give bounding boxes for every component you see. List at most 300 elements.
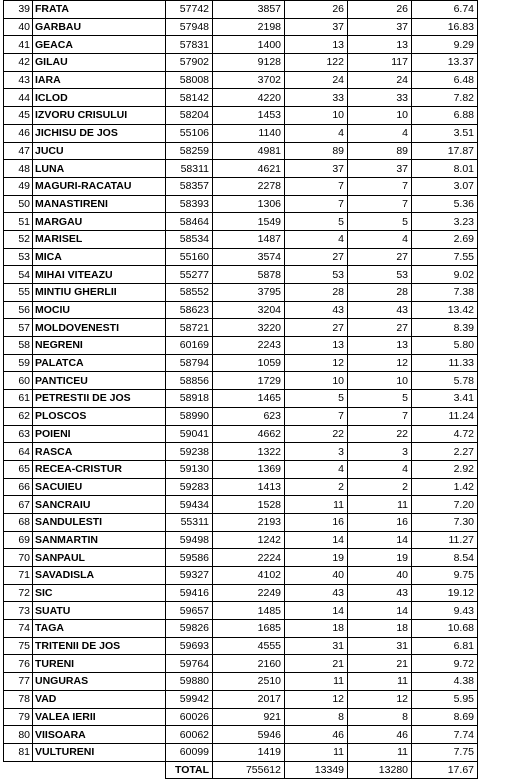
locality-name: MAGURI-RACATAU [33, 177, 166, 195]
rate: 16.83 [412, 18, 478, 36]
row-index: 65 [4, 460, 33, 478]
siruta-code: 58856 [166, 372, 213, 390]
count-b: 4 [348, 124, 412, 142]
locality-name: UNGURAS [33, 673, 166, 691]
rate: 2.92 [412, 460, 478, 478]
table-row [4, 36, 478, 54]
locality-name: VULTURENI [33, 743, 166, 761]
table-row [4, 567, 478, 585]
row-index: 60 [4, 372, 33, 390]
row-index: 73 [4, 602, 33, 620]
table-row [4, 407, 478, 425]
count-a: 5 [285, 213, 348, 231]
rate: 6.81 [412, 637, 478, 655]
siruta-code: 59130 [166, 460, 213, 478]
siruta-code: 58204 [166, 107, 213, 125]
count-b: 7 [348, 195, 412, 213]
siruta-code: 60169 [166, 337, 213, 355]
row-index: 56 [4, 301, 33, 319]
row-index: 63 [4, 425, 33, 443]
count-a: 11 [285, 673, 348, 691]
population: 2278 [213, 177, 285, 195]
locality-name: JUCU [33, 142, 166, 160]
locality-name: RASCA [33, 443, 166, 461]
table-row [4, 124, 478, 142]
count-a: 4 [285, 230, 348, 248]
siruta-code: 58918 [166, 390, 213, 408]
locality-name: SANCRAIU [33, 496, 166, 514]
table-row [4, 443, 478, 461]
table-row [4, 301, 478, 319]
count-b: 5 [348, 213, 412, 231]
count-a: 31 [285, 637, 348, 655]
siruta-code: 59693 [166, 637, 213, 655]
table-row [4, 319, 478, 337]
population: 1685 [213, 620, 285, 638]
count-a: 43 [285, 301, 348, 319]
total-row [4, 761, 478, 778]
count-a: 26 [285, 1, 348, 19]
count-a: 27 [285, 319, 348, 337]
siruta-code: 58464 [166, 213, 213, 231]
table-row [4, 1, 478, 19]
rate: 7.75 [412, 743, 478, 761]
table-row [4, 284, 478, 302]
count-a: 14 [285, 602, 348, 620]
siruta-code: 59416 [166, 584, 213, 602]
locality-name: SANPAUL [33, 549, 166, 567]
count-b: 7 [348, 407, 412, 425]
row-index: 79 [4, 708, 33, 726]
siruta-code: 59764 [166, 655, 213, 673]
table-row [4, 513, 478, 531]
locality-name: GEACA [33, 36, 166, 54]
locality-name: VALEA IERII [33, 708, 166, 726]
row-index: 53 [4, 248, 33, 266]
population: 4981 [213, 142, 285, 160]
row-index: 50 [4, 195, 33, 213]
table-row [4, 673, 478, 691]
row-index: 51 [4, 213, 33, 231]
count-a: 4 [285, 124, 348, 142]
locality-name: NEGRENI [33, 337, 166, 355]
siruta-code: 60062 [166, 726, 213, 744]
rate: 8.54 [412, 549, 478, 567]
population: 921 [213, 708, 285, 726]
count-b: 7 [348, 177, 412, 195]
population: 3702 [213, 71, 285, 89]
total-col4: 13349 [285, 761, 348, 778]
count-b: 11 [348, 743, 412, 761]
population: 1059 [213, 354, 285, 372]
locality-name: TAGA [33, 620, 166, 638]
population: 2160 [213, 655, 285, 673]
table-row [4, 690, 478, 708]
population: 1549 [213, 213, 285, 231]
locality-name: MOCIU [33, 301, 166, 319]
row-index: 43 [4, 71, 33, 89]
locality-name: ICLOD [33, 89, 166, 107]
rate: 3.41 [412, 390, 478, 408]
rate: 2.27 [412, 443, 478, 461]
siruta-code: 58142 [166, 89, 213, 107]
rate: 11.33 [412, 354, 478, 372]
row-index: 58 [4, 337, 33, 355]
locality-name: MANASTIRENI [33, 195, 166, 213]
row-index: 77 [4, 673, 33, 691]
count-a: 2 [285, 478, 348, 496]
count-a: 53 [285, 266, 348, 284]
siruta-code: 57902 [166, 54, 213, 72]
count-b: 11 [348, 496, 412, 514]
count-b: 13 [348, 337, 412, 355]
population: 2510 [213, 673, 285, 691]
rate: 5.95 [412, 690, 478, 708]
rate: 9.72 [412, 655, 478, 673]
locality-name: RECEA-CRISTUR [33, 460, 166, 478]
locality-name: TRITENII DE JOS [33, 637, 166, 655]
locality-name: PLOSCOS [33, 407, 166, 425]
population: 3204 [213, 301, 285, 319]
table-row [4, 354, 478, 372]
count-b: 27 [348, 319, 412, 337]
rate: 11.27 [412, 531, 478, 549]
siruta-code: 60026 [166, 708, 213, 726]
rate: 7.38 [412, 284, 478, 302]
table-row [4, 743, 478, 761]
locality-name: MOLDOVENESTI [33, 319, 166, 337]
count-b: 10 [348, 107, 412, 125]
rate: 1.42 [412, 478, 478, 496]
count-a: 18 [285, 620, 348, 638]
table-row [4, 266, 478, 284]
rate: 8.69 [412, 708, 478, 726]
rate: 9.02 [412, 266, 478, 284]
rate: 5.78 [412, 372, 478, 390]
rate: 7.82 [412, 89, 478, 107]
population: 4621 [213, 160, 285, 178]
count-a: 122 [285, 54, 348, 72]
row-index: 61 [4, 390, 33, 408]
population: 4220 [213, 89, 285, 107]
locality-name: PALATCA [33, 354, 166, 372]
row-index: 68 [4, 513, 33, 531]
siruta-code: 55277 [166, 266, 213, 284]
siruta-code: 57948 [166, 18, 213, 36]
locality-name: PETRESTII DE JOS [33, 390, 166, 408]
count-b: 24 [348, 71, 412, 89]
siruta-code: 58357 [166, 177, 213, 195]
population: 3220 [213, 319, 285, 337]
locality-name: POIENI [33, 425, 166, 443]
count-b: 117 [348, 54, 412, 72]
table-row [4, 496, 478, 514]
table-row [4, 54, 478, 72]
siruta-code: 57742 [166, 1, 213, 19]
locality-name: SACUIEU [33, 478, 166, 496]
table-row [4, 584, 478, 602]
count-a: 12 [285, 354, 348, 372]
locality-name: SIC [33, 584, 166, 602]
rate: 7.20 [412, 496, 478, 514]
row-index: 66 [4, 478, 33, 496]
count-a: 11 [285, 496, 348, 514]
row-index: 76 [4, 655, 33, 673]
population: 5946 [213, 726, 285, 744]
siruta-code: 55311 [166, 513, 213, 531]
locality-name: MICA [33, 248, 166, 266]
count-b: 2 [348, 478, 412, 496]
rate: 11.24 [412, 407, 478, 425]
siruta-code: 59327 [166, 567, 213, 585]
rate: 6.48 [412, 71, 478, 89]
row-index: 80 [4, 726, 33, 744]
population: 4102 [213, 567, 285, 585]
siruta-code: 55160 [166, 248, 213, 266]
population: 1242 [213, 531, 285, 549]
rate: 19.12 [412, 584, 478, 602]
siruta-code: 58721 [166, 319, 213, 337]
locality-name: SANMARTIN [33, 531, 166, 549]
row-index: 62 [4, 407, 33, 425]
population: 623 [213, 407, 285, 425]
table-row [4, 18, 478, 36]
count-a: 7 [285, 195, 348, 213]
rate: 13.37 [412, 54, 478, 72]
count-b: 53 [348, 266, 412, 284]
table-row [4, 160, 478, 178]
population: 2243 [213, 337, 285, 355]
total-label: TOTAL [166, 761, 213, 778]
count-a: 10 [285, 372, 348, 390]
count-b: 14 [348, 531, 412, 549]
population: 3574 [213, 248, 285, 266]
count-a: 19 [285, 549, 348, 567]
table-row [4, 390, 478, 408]
count-a: 33 [285, 89, 348, 107]
count-a: 40 [285, 567, 348, 585]
population: 9128 [213, 54, 285, 72]
locality-name: LUNA [33, 160, 166, 178]
row-index: 46 [4, 124, 33, 142]
count-b: 31 [348, 637, 412, 655]
total-spacer [4, 761, 166, 778]
siruta-code: 58990 [166, 407, 213, 425]
row-index: 48 [4, 160, 33, 178]
count-a: 89 [285, 142, 348, 160]
locality-name: MIHAI VITEAZU [33, 266, 166, 284]
row-index: 47 [4, 142, 33, 160]
count-b: 37 [348, 160, 412, 178]
row-index: 49 [4, 177, 33, 195]
locality-name: TURENI [33, 655, 166, 673]
rate: 7.30 [412, 513, 478, 531]
siruta-code: 59238 [166, 443, 213, 461]
locality-name: SANDULESTI [33, 513, 166, 531]
population: 1140 [213, 124, 285, 142]
count-b: 18 [348, 620, 412, 638]
rate: 10.68 [412, 620, 478, 638]
row-index: 41 [4, 36, 33, 54]
count-b: 33 [348, 89, 412, 107]
row-index: 45 [4, 107, 33, 125]
table-row [4, 230, 478, 248]
population: 3795 [213, 284, 285, 302]
table-row [4, 142, 478, 160]
count-a: 46 [285, 726, 348, 744]
rate: 6.88 [412, 107, 478, 125]
count-b: 27 [348, 248, 412, 266]
rate: 3.07 [412, 177, 478, 195]
population: 5878 [213, 266, 285, 284]
table-row [4, 549, 478, 567]
count-a: 10 [285, 107, 348, 125]
table-body [4, 1, 478, 762]
row-index: 40 [4, 18, 33, 36]
table-row [4, 531, 478, 549]
rate: 8.39 [412, 319, 478, 337]
count-a: 7 [285, 407, 348, 425]
siruta-code: 58552 [166, 284, 213, 302]
count-b: 43 [348, 584, 412, 602]
population: 1465 [213, 390, 285, 408]
table-row [4, 107, 478, 125]
row-index: 70 [4, 549, 33, 567]
count-b: 89 [348, 142, 412, 160]
locality-name: IARA [33, 71, 166, 89]
count-a: 21 [285, 655, 348, 673]
row-index: 55 [4, 284, 33, 302]
table-row [4, 655, 478, 673]
count-b: 16 [348, 513, 412, 531]
locality-name: VAD [33, 690, 166, 708]
population: 2193 [213, 513, 285, 531]
rate: 4.38 [412, 673, 478, 691]
siruta-code: 58623 [166, 301, 213, 319]
row-index: 78 [4, 690, 33, 708]
rate: 17.87 [412, 142, 478, 160]
row-index: 57 [4, 319, 33, 337]
population: 1369 [213, 460, 285, 478]
siruta-code: 59657 [166, 602, 213, 620]
siruta-code: 59283 [166, 478, 213, 496]
siruta-code: 55106 [166, 124, 213, 142]
rate: 4.72 [412, 425, 478, 443]
count-a: 4 [285, 460, 348, 478]
count-b: 46 [348, 726, 412, 744]
count-a: 43 [285, 584, 348, 602]
row-index: 54 [4, 266, 33, 284]
row-index: 42 [4, 54, 33, 72]
population: 1487 [213, 230, 285, 248]
table-row [4, 425, 478, 443]
count-a: 27 [285, 248, 348, 266]
count-b: 14 [348, 602, 412, 620]
row-index: 39 [4, 1, 33, 19]
table-row [4, 478, 478, 496]
locality-name: MARGAU [33, 213, 166, 231]
population: 1453 [213, 107, 285, 125]
population: 1400 [213, 36, 285, 54]
total-rate: 17.67 [412, 761, 478, 778]
count-a: 7 [285, 177, 348, 195]
population: 1419 [213, 743, 285, 761]
siruta-code: 57831 [166, 36, 213, 54]
count-a: 13 [285, 337, 348, 355]
count-b: 13 [348, 36, 412, 54]
siruta-code: 59826 [166, 620, 213, 638]
count-a: 5 [285, 390, 348, 408]
count-b: 28 [348, 284, 412, 302]
rate: 3.51 [412, 124, 478, 142]
rate: 7.55 [412, 248, 478, 266]
count-a: 37 [285, 160, 348, 178]
row-index: 44 [4, 89, 33, 107]
count-a: 24 [285, 71, 348, 89]
table-row [4, 177, 478, 195]
table-row [4, 726, 478, 744]
locality-name: FRATA [33, 1, 166, 19]
rate: 8.01 [412, 160, 478, 178]
count-b: 8 [348, 708, 412, 726]
locality-name: SAVADISLA [33, 567, 166, 585]
locality-name: MINTIU GHERLII [33, 284, 166, 302]
table-row [4, 708, 478, 726]
row-index: 59 [4, 354, 33, 372]
locality-name: MARISEL [33, 230, 166, 248]
count-a: 3 [285, 443, 348, 461]
siruta-code: 58534 [166, 230, 213, 248]
row-index: 64 [4, 443, 33, 461]
locality-name: VIISOARA [33, 726, 166, 744]
row-index: 71 [4, 567, 33, 585]
population: 1485 [213, 602, 285, 620]
locality-name: PANTICEU [33, 372, 166, 390]
count-b: 4 [348, 230, 412, 248]
population: 2198 [213, 18, 285, 36]
rate: 13.42 [412, 301, 478, 319]
table-row [4, 89, 478, 107]
total-population: 755612 [213, 761, 285, 778]
siruta-code: 60099 [166, 743, 213, 761]
table-row [4, 337, 478, 355]
count-b: 12 [348, 690, 412, 708]
row-index: 74 [4, 620, 33, 638]
population: 4662 [213, 425, 285, 443]
count-a: 12 [285, 690, 348, 708]
locality-name: GARBAU [33, 18, 166, 36]
row-index: 75 [4, 637, 33, 655]
siruta-code: 58393 [166, 195, 213, 213]
population: 1729 [213, 372, 285, 390]
siruta-code: 59586 [166, 549, 213, 567]
locality-name: JICHISU DE JOS [33, 124, 166, 142]
siruta-code: 59434 [166, 496, 213, 514]
rate: 9.75 [412, 567, 478, 585]
table-row [4, 620, 478, 638]
siruta-code: 58008 [166, 71, 213, 89]
table-row [4, 213, 478, 231]
count-b: 26 [348, 1, 412, 19]
table-row [4, 460, 478, 478]
table-row [4, 637, 478, 655]
population: 1528 [213, 496, 285, 514]
locality-name: IZVORU CRISULUI [33, 107, 166, 125]
data-table [3, 0, 478, 779]
siruta-code: 59942 [166, 690, 213, 708]
locality-name: SUATU [33, 602, 166, 620]
row-index: 81 [4, 743, 33, 761]
